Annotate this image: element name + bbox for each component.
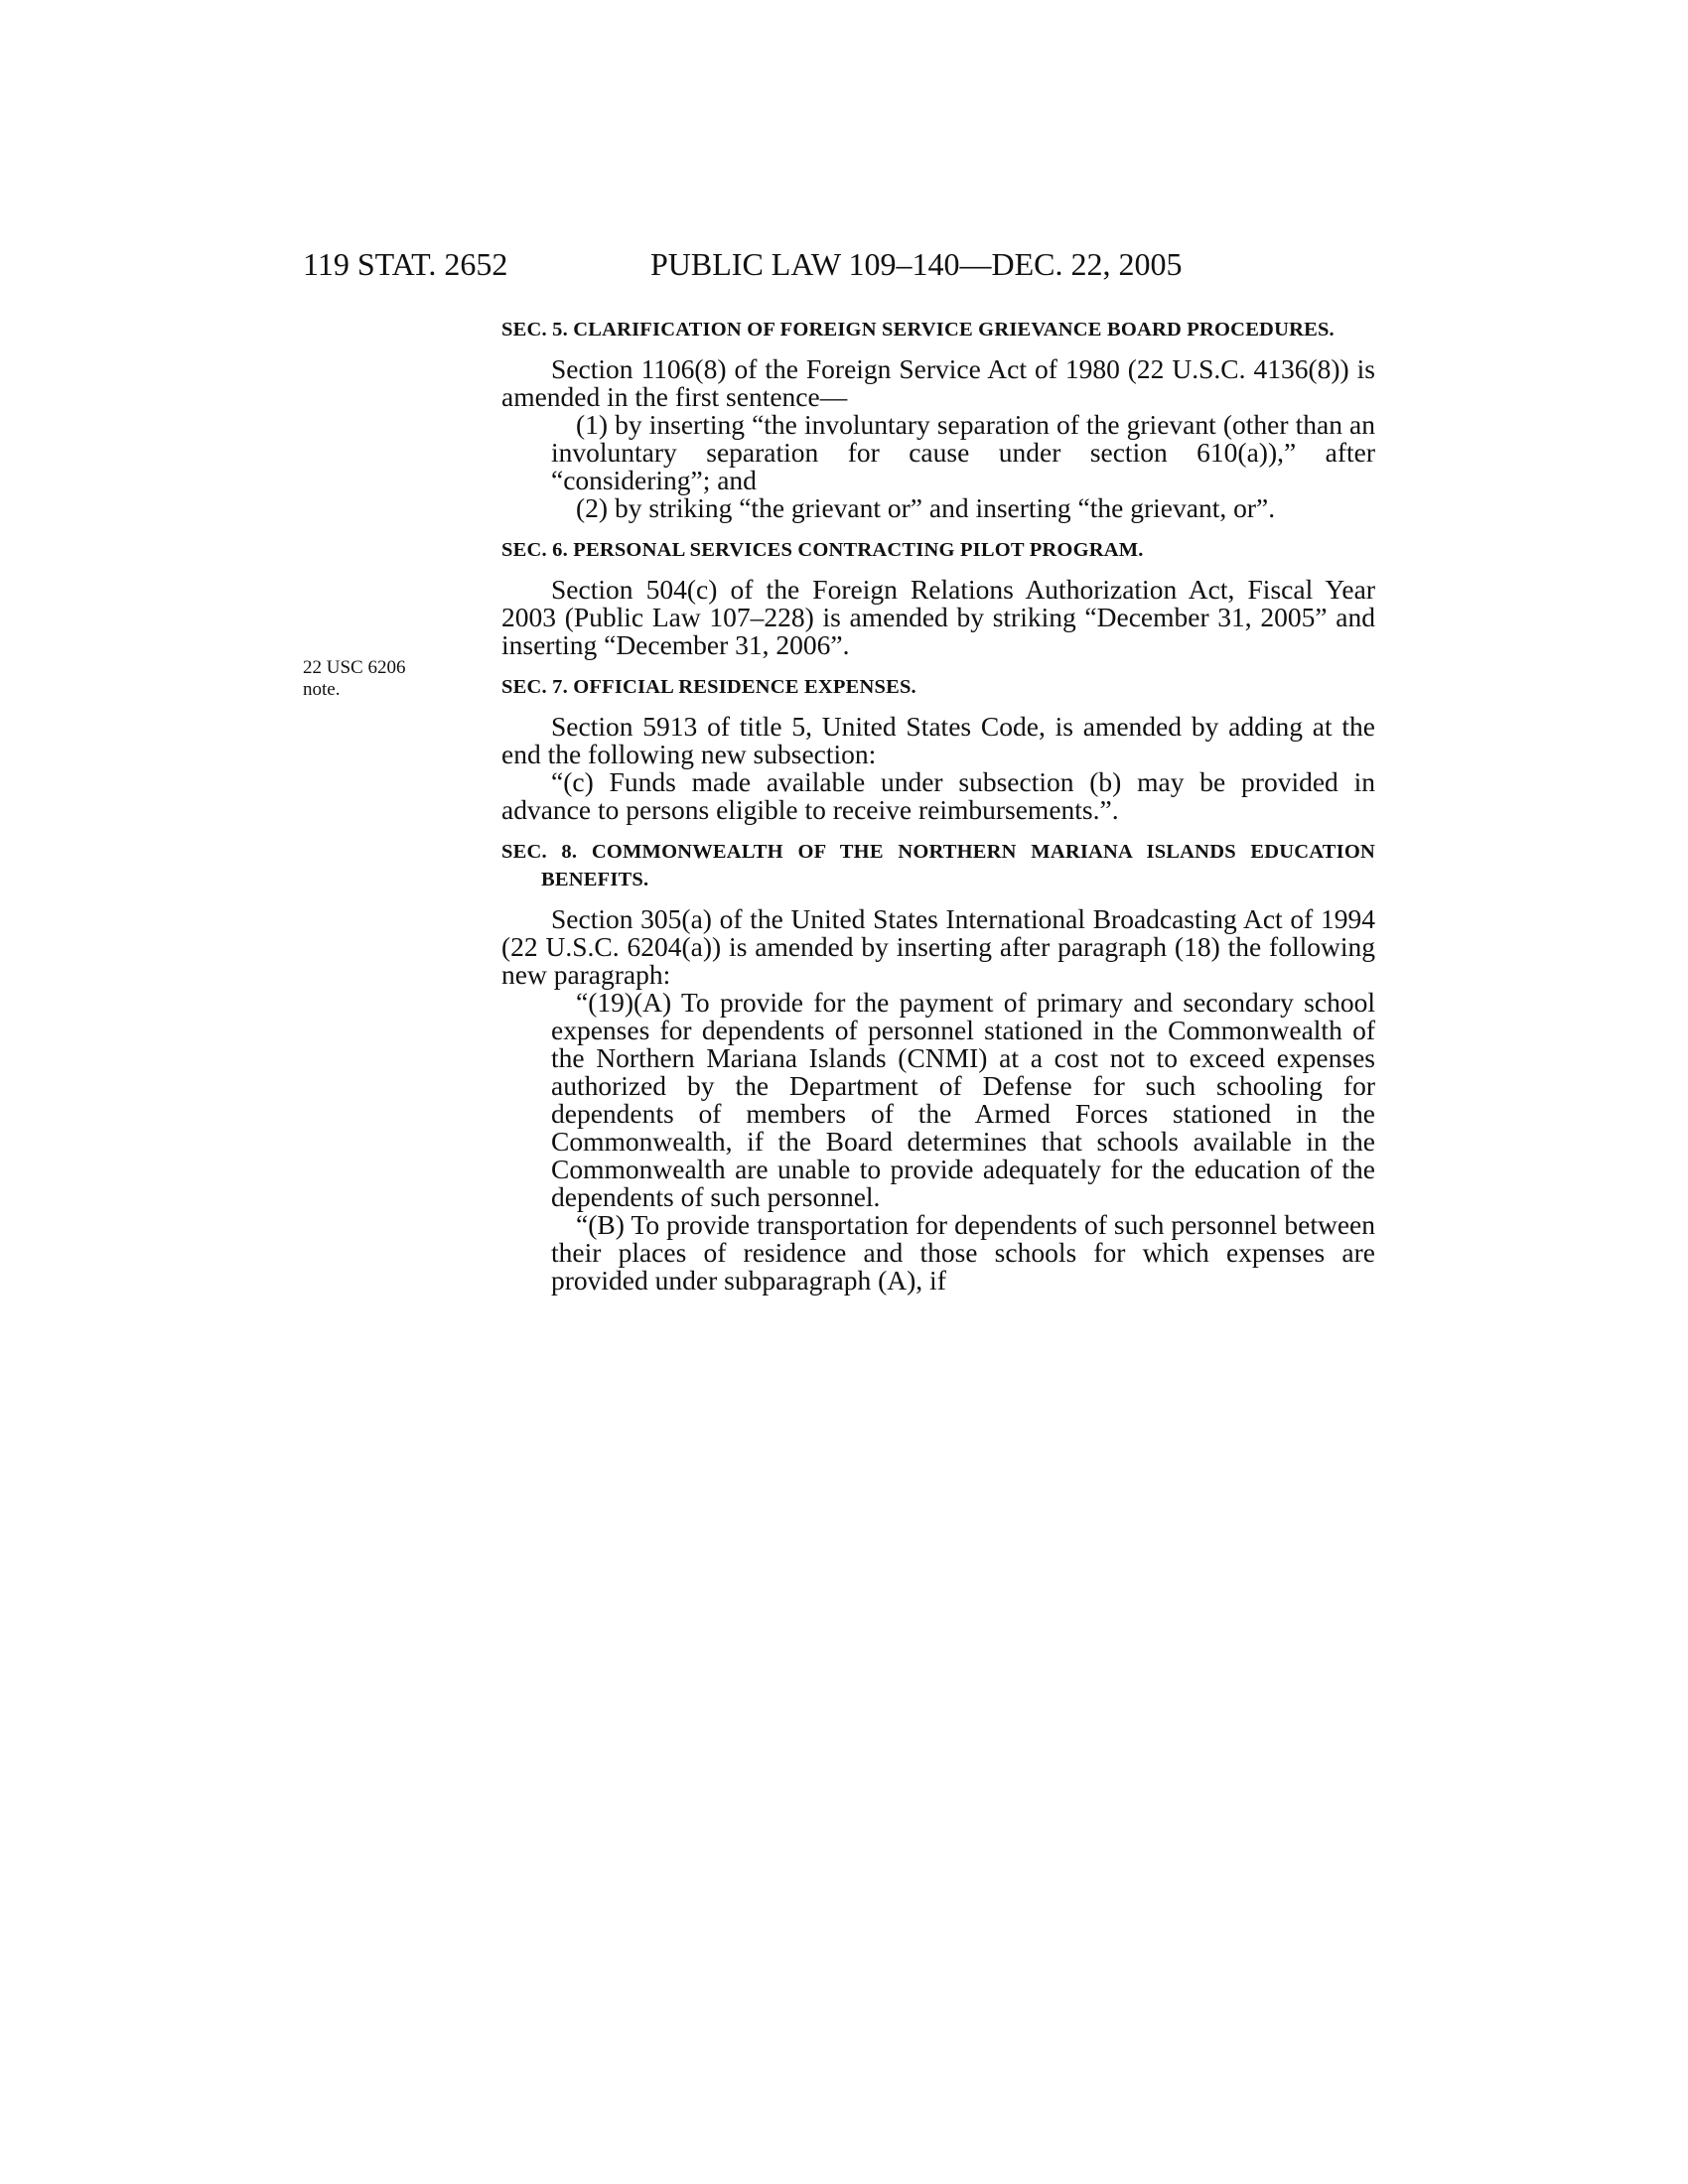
- section-8: [501, 838, 1375, 1295]
- section-5-item-2: (2) by striking “the grievant or” and inserting “the grievant, or”.: [576, 492, 1276, 523]
- document-body: [501, 316, 1375, 1295]
- margin-note-label: note.: [303, 679, 341, 700]
- section-8-intro: Section 305(a) of the United States International Broadcasting Act of 1994 (22 U.S.C. 6204(a)) is amended by inserting after paragraph (18) the following new paragraph:: [501, 903, 1375, 990]
- margin-note-citation: 22 USC 6206: [303, 657, 406, 678]
- page-header: [303, 244, 1221, 284]
- section-7-heading: SEC. 7. OFFICIAL RESIDENCE EXPENSES.: [501, 676, 916, 698]
- section-5-intro: Section 1106(8) of the Foreign Service Act of 1980 (22 U.S.C. 4136(8)) is amended in the first sentence—: [501, 353, 1375, 412]
- section-5: [501, 316, 1375, 522]
- section-8-heading: SEC. 8. COMMONWEALTH OF THE NORTHERN MARIANA ISLANDS EDUCATION BENEFITS.: [501, 841, 1375, 890]
- section-8-paragraph-19a: “(19)(A) To provide for the payment of primary and secondary school expenses for dependents of personnel stationed in the Commonwealth of the Northern Mariana Islands (CNMI) at a cost not to exceed expenses authorized by the Department of Defense for such schooling for dependents of members of the Armed Forces stationed in the Commonwealth, if the Board determines that schools available in the Commonwealth are unable to provide adequately for the education of the dependents of such personnel.: [551, 987, 1375, 1212]
- section-5-heading: SEC. 5. CLARIFICATION OF FOREIGN SERVICE GRIEVANCE BOARD PROCEDURES.: [501, 319, 1335, 341]
- statute-reference: 119 STAT. 2652: [303, 246, 508, 282]
- section-5-item-1: (1) by inserting “the involuntary separation of the grievant (other than an involuntary separation for cause under section 610(a)),” after “considering”; and: [551, 409, 1375, 495]
- section-7-intro: Section 5913 of title 5, United States Code, is amended by adding at the end the following new subsection:: [501, 711, 1375, 769]
- section-7: [501, 673, 1375, 824]
- section-6-text: Section 504(c) of the Foreign Relations Authorization Act, Fiscal Year 2003 (Public Law 107–228) is amended by striking “December 31, 2005” and inserting “December 31, 2006”.: [501, 574, 1375, 660]
- section-6-heading: SEC. 6. PERSONAL SERVICES CONTRACTING PILOT PROGRAM.: [501, 539, 1144, 561]
- section-7-quote: “(c) Funds made available under subsection (b) may be provided in advance to persons eligible to receive reimbursements.”.: [501, 766, 1375, 825]
- public-law-reference: PUBLIC LAW 109–140—DEC. 22, 2005: [650, 246, 1183, 282]
- margin-note: [303, 657, 462, 701]
- section-8-paragraph-19b: “(B) To provide transportation for dependents of such personnel between their places of residence and those schools for which expenses are provided under subparagraph (A), if: [551, 1209, 1375, 1296]
- section-6: [501, 536, 1375, 659]
